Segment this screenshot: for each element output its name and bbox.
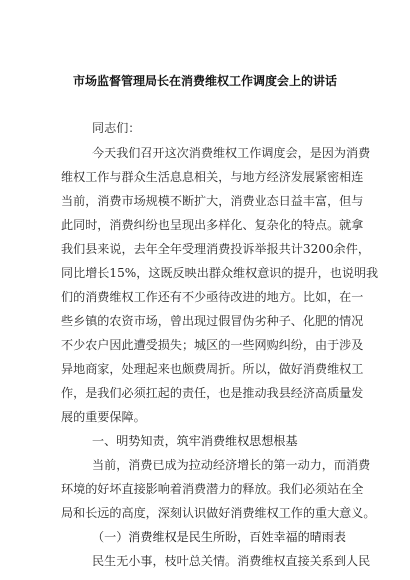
subsection-heading: （一）消费维权是民生所盼，百姓幸福的晴雨表: [92, 530, 346, 544]
paragraph-line: 些乡镇的农资市场，曾出现过假冒伪劣种子、化肥的情况: [61, 314, 364, 328]
salutation: 同志们：: [92, 121, 141, 135]
paragraph-line: 维权工作与群众生活息息相关，与地方经济发展紧密相连: [61, 170, 364, 184]
paragraph-line: 不少农户因此遭受损失；城区的一些网购纠纷，由于涉及: [61, 338, 364, 352]
paragraph-line: 局和长远的高度，深刻认识做好消费维权工作的重大意义。: [61, 506, 376, 520]
document-title: 市场监督管理局长在消费维权工作调度会上的讲话: [72, 74, 337, 88]
paragraph-line: 此同时，消费纠纷也呈现出多样化、复杂化的特点。就拿: [61, 218, 364, 232]
paragraph-line: 今天我们召开这次消费维权工作调度会，是因为消费: [92, 146, 371, 160]
paragraph-line: 异地商家，处理起来也颇费周折。所以，做好消费维权工: [61, 362, 364, 376]
paragraph-line: 作，是我们必须扛起的责任，也是推动我县经济高质量发: [61, 386, 364, 400]
paragraph-line: 环境的好坏直接影响着消费潜力的释放。我们必须站在全: [61, 482, 364, 496]
paragraph-line: 同比增长15%，这既反映出群众维权意识的提升，也说明我: [61, 266, 379, 280]
paragraph-line: 我们县来说，去年全年受理消费投诉举报共计3200余件，: [61, 242, 370, 256]
paragraph-line: 民生无小事，枝叶总关情。消费维权直接关系到人民: [92, 554, 371, 568]
paragraph-line: 展的重要保障。: [61, 410, 146, 424]
paragraph-line: 当前，消费已成为拉动经济增长的第一动力，而消费: [92, 458, 371, 472]
paragraph-line: 们的消费维权工作还有不少亟待改进的地方。比如，在一: [61, 290, 364, 304]
section-heading: 一、明势知责，筑牢消费维权思想根基: [92, 434, 298, 448]
paragraph-line: 当前，消费市场规模不断扩大，消费业态日益丰富，但与: [61, 194, 364, 208]
